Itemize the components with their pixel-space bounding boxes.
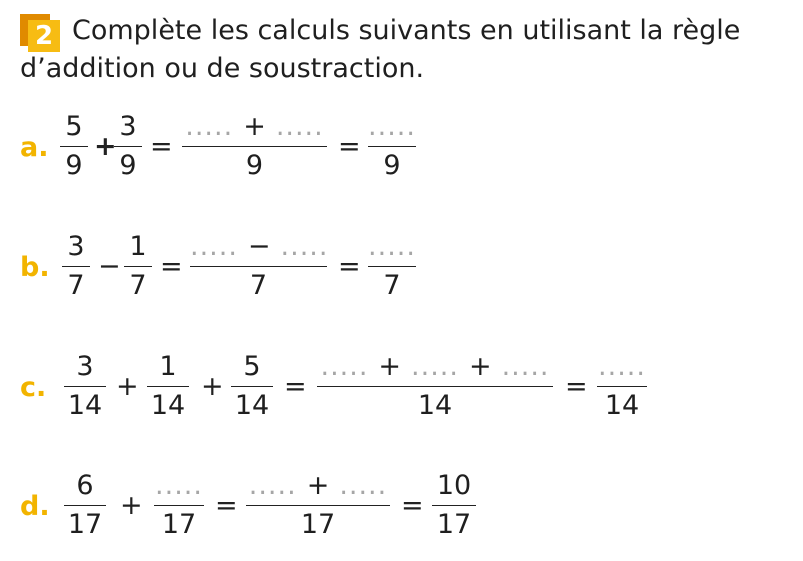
result-numerator xyxy=(597,348,647,386)
equals-sign: = xyxy=(338,251,361,282)
fraction-d-2 xyxy=(154,467,204,544)
fraction-a-combined xyxy=(182,108,327,185)
operator: + xyxy=(243,111,266,142)
operator-plus: + xyxy=(120,490,143,521)
equals-sign: = xyxy=(401,490,424,521)
numerator: 1 xyxy=(159,351,177,382)
equals-sign: = xyxy=(160,251,183,282)
blank-field[interactable]: ..... xyxy=(185,111,234,142)
operator-plus: + xyxy=(94,131,117,162)
denominator: 7 xyxy=(249,270,268,301)
blank-field[interactable]: ..... xyxy=(190,231,238,262)
combined-numerator xyxy=(317,348,553,386)
operator-plus: + xyxy=(116,371,139,402)
operator: + xyxy=(468,351,492,382)
row-label-b: b. xyxy=(20,252,50,283)
numerator: 3 xyxy=(67,231,85,262)
denominator: 14 xyxy=(234,390,270,421)
exercise-number: 2 xyxy=(28,20,60,52)
exercise-row-b xyxy=(20,228,440,308)
blank-field[interactable]: ..... xyxy=(368,231,416,262)
denominator: 7 xyxy=(129,270,147,301)
fraction-c-3 xyxy=(231,348,273,425)
denominator: 17 xyxy=(436,509,472,540)
fraction-b-1 xyxy=(62,228,90,305)
denominator: 14 xyxy=(150,390,186,421)
equals-sign: = xyxy=(150,131,173,162)
denominator: 17 xyxy=(67,509,103,540)
operator: + xyxy=(378,351,402,382)
operator-minus: − xyxy=(98,251,121,282)
denominator: 14 xyxy=(67,390,103,421)
denominator: 9 xyxy=(383,150,401,181)
blank-field[interactable]: ..... xyxy=(411,351,459,382)
row-label-d: d. xyxy=(20,491,50,522)
fraction-a-2 xyxy=(114,108,142,185)
exercise-instruction: Complète les calculs suivants en utilisant la règle d’addition ou de soustraction. xyxy=(20,15,741,84)
equals-sign: = xyxy=(565,371,588,402)
exercise-row-c xyxy=(20,348,680,428)
blank-field[interactable]: ..... xyxy=(501,351,550,382)
denominator: 9 xyxy=(119,150,137,181)
blank-numerator xyxy=(154,467,204,505)
denominator: 7 xyxy=(383,270,401,301)
fraction-c-result xyxy=(597,348,647,425)
blank-field[interactable]: ..... xyxy=(598,351,646,382)
numerator: 5 xyxy=(243,351,261,382)
numerator: 6 xyxy=(76,470,94,501)
fraction-d-1 xyxy=(64,467,106,544)
fraction-a-result xyxy=(368,108,416,185)
denominator: 14 xyxy=(417,390,453,421)
numerator: 3 xyxy=(76,351,94,382)
exercise-row-a xyxy=(20,108,440,188)
denominator: 9 xyxy=(65,150,83,181)
denominator: 7 xyxy=(67,270,85,301)
exercise-row-d xyxy=(20,467,500,547)
operator-plus: + xyxy=(201,371,224,402)
fraction-b-2 xyxy=(124,228,152,305)
blank-field[interactable]: ..... xyxy=(155,470,203,501)
equals-sign: = xyxy=(338,131,361,162)
combined-numerator xyxy=(182,108,327,146)
operator: − xyxy=(247,231,271,262)
numerator: 3 xyxy=(119,111,137,142)
numerator: 5 xyxy=(65,111,83,142)
result-numerator xyxy=(368,108,416,146)
equals-sign: = xyxy=(284,371,307,402)
fraction-c-combined xyxy=(317,348,553,425)
numerator: 10 xyxy=(436,470,472,501)
blank-field[interactable]: ..... xyxy=(248,470,297,501)
fraction-b-result xyxy=(368,228,416,305)
operator: + xyxy=(306,470,330,501)
fraction-b-combined xyxy=(190,228,327,305)
fraction-c-2 xyxy=(147,348,189,425)
blank-field[interactable]: ..... xyxy=(368,111,416,142)
combined-numerator xyxy=(246,467,390,505)
combined-numerator xyxy=(190,228,327,266)
denominator: 14 xyxy=(604,390,640,421)
result-numerator xyxy=(368,228,416,266)
blank-field[interactable]: ..... xyxy=(320,351,369,382)
row-label-a: a. xyxy=(20,132,49,163)
denominator: 17 xyxy=(300,509,336,540)
denominator: 17 xyxy=(161,509,197,540)
fraction-c-1 xyxy=(64,348,106,425)
blank-field[interactable]: ..... xyxy=(339,470,388,501)
fraction-d-combined xyxy=(246,467,390,544)
blank-field[interactable]: ..... xyxy=(275,111,324,142)
blank-field[interactable]: ..... xyxy=(280,231,329,262)
fraction-a-1 xyxy=(60,108,88,185)
numerator: 1 xyxy=(129,231,147,262)
equals-sign: = xyxy=(215,490,238,521)
fraction-d-result xyxy=(432,467,476,544)
denominator: 9 xyxy=(245,150,264,181)
row-label-c: c. xyxy=(20,372,47,403)
